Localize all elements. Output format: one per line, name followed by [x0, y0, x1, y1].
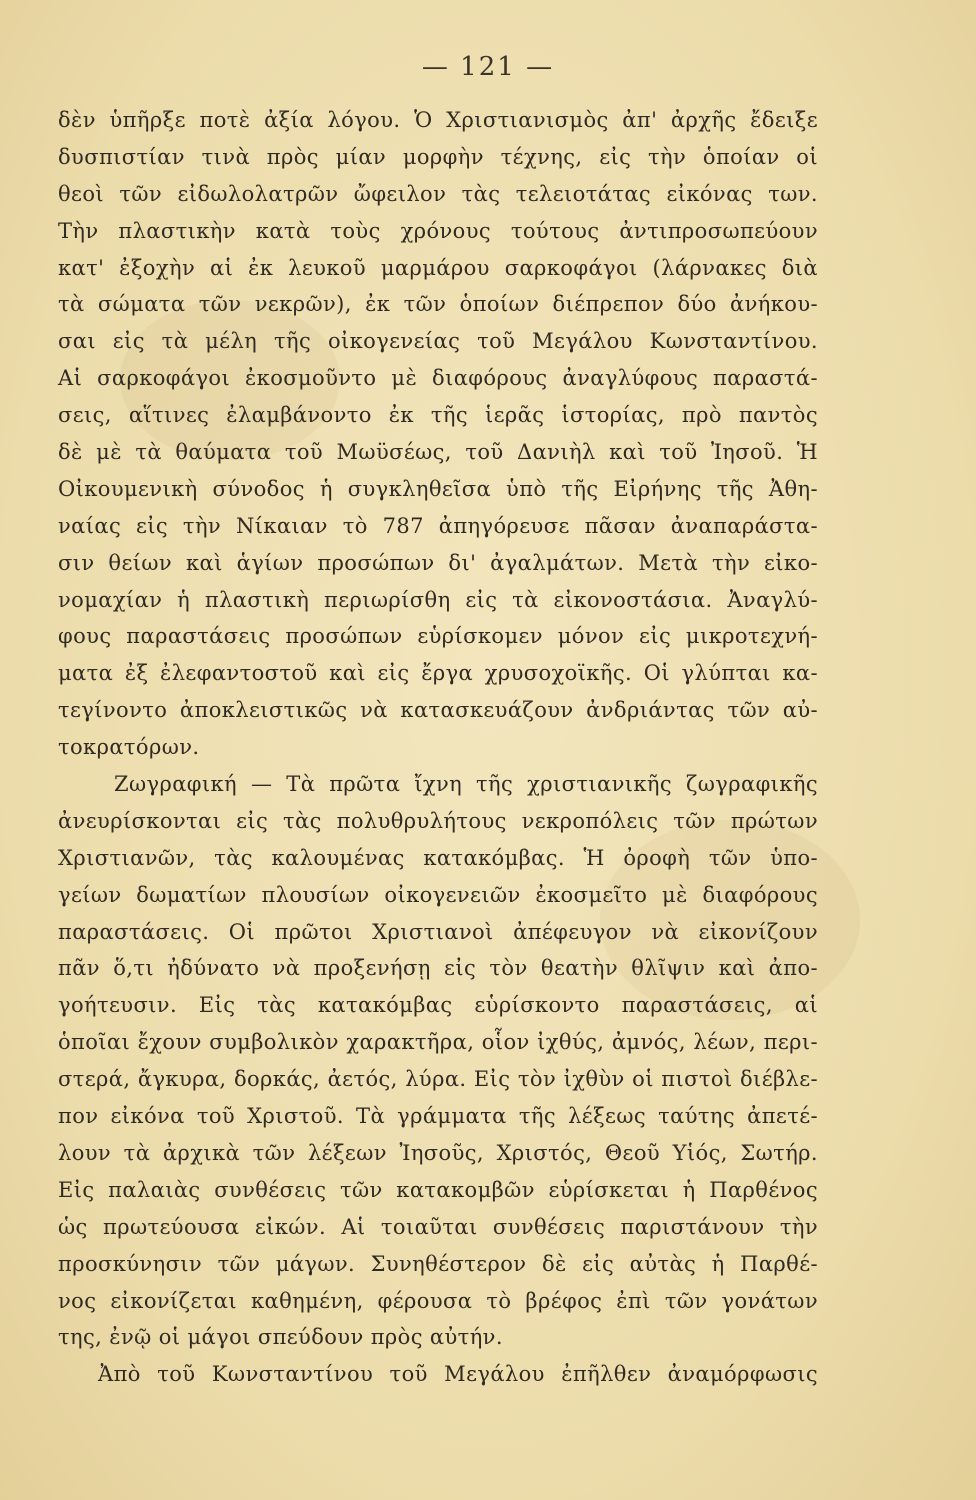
text-line: τοκρατόρων.	[58, 735, 200, 760]
text-line: γοήτευσιν. Εἰς τὰς κατακόμβας εὑρίσκοντο παραστάσεις, αἱ	[58, 993, 818, 1018]
text-line: της, ἐνῷ οἱ μάγοι σπεύδουν πρὸς αὐτήν.	[58, 1325, 503, 1350]
text-line: γείων δωματίων πλουσίων οἰκογενειῶν ἐκοσμεῖτο μὲ διαφόρους	[58, 882, 818, 907]
text-line: θεοὶ τῶν εἰδωλολατρῶν ὤφειλον τὰς τελειοτάτας εἰκόνας των.	[58, 181, 818, 206]
text-line: στερά, ἄγκυρα, δορκάς, ἀετός, λύρα. Εἰς τὸν ἰχθὺν οἱ πιστοὶ διέβλε-	[58, 1067, 818, 1092]
text-line: φους παραστάσεις προσώπων εὑρίσκομεν μόνον εἰς μικροτεχνή-	[58, 624, 818, 649]
text-line: σιν θείων καὶ ἁγίων προσώπων δι' ἀγαλμάτων. Μετὰ τὴν εἰκο-	[58, 550, 818, 575]
text-line: ματα ἐξ ἐλεφαντοστοῦ καὶ εἰς ἔργα χρυσοχοϊκῆς. Οἱ γλύπται κα-	[58, 661, 818, 686]
text-line: ὡς πρωτεύουσα εἰκών. Αἱ τοιαῦται συνθέσεις παριστάνουν τὴν	[58, 1214, 818, 1239]
text-line: λουν τὰ ἀρχικὰ τῶν λέξεων Ἰησοῦς, Χριστός, Θεοῦ Υἱός, Σωτήρ.	[58, 1140, 818, 1165]
text-line: Αἱ σαρκοφάγοι ἐκοσμοῦντο μὲ διαφόρους ἀναγλύφους παραστά-	[58, 366, 818, 391]
text-line: νος εἰκονίζεται καθημένη, φέρουσα τὸ βρέφος ἐπὶ τῶν γονάτων	[58, 1288, 818, 1313]
text-line: Ἀπὸ τοῦ Κωνσταντίνου τοῦ Μεγάλου ἐπῆλθεν ἀναμόρφωσις	[98, 1362, 818, 1387]
text-line: δυσπιστίαν τινὰ πρὸς μίαν μορφὴν τέχνης, εἰς τὴν ὁποίαν οἱ	[58, 144, 818, 169]
text-line: δὲ μὲ τὰ θαύματα τοῦ Μωϋσέως, τοῦ Δανιὴλ καὶ τοῦ Ἰησοῦ. Ἡ	[58, 440, 818, 465]
text-line: παραστάσεις. Οἱ πρῶτοι Χριστιανοὶ ἀπέφευγον νὰ εἰκονίζουν	[58, 919, 818, 944]
text-line: ναίας εἰς τὴν Νίκαιαν τὸ 787 ἀπηγόρευσε πᾶσαν ἀναπαράστα-	[58, 513, 818, 538]
text-line: δὲν ὑπῆρξε ποτὲ ἀξία λόγου. Ὁ Χριστιανισμὸς ἀπ' ἀρχῆς ἔδειξε	[58, 108, 818, 132]
text-line: Οἰκουμενικὴ σύνοδος ἡ συγκληθεῖσα ὑπὸ τῆς Εἰρήνης τῆς Ἀθη-	[58, 476, 818, 501]
text-line: κατ' ἐξοχὴν αἱ ἐκ λευκοῦ μαρμάρου σαρκοφάγοι (λάρνακες διὰ	[58, 255, 818, 280]
text-line: Εἰς παλαιὰς συνθέσεις τῶν κατακομβῶν εὑρίσκεται ἡ Παρθένος	[58, 1177, 818, 1202]
body-text	[58, 102, 818, 1393]
text-line: σεις, αἵτινες ἐλαμβάνοντο ἐκ τῆς ἱερᾶς ἱστορίας, πρὸ παντὸς	[58, 403, 818, 428]
text-line: Χριστιανῶν, τὰς καλουμένας κατακόμβας. Ἡ ὀροφὴ τῶν ὑπο-	[58, 845, 818, 870]
text-line: ἀνευρίσκονται εἰς τὰς πολυθρυλήτους νεκροπόλεις τῶν πρώτων	[58, 808, 818, 833]
text-line: σαι εἰς τὰ μέλη τῆς οἰκογενείας τοῦ Μεγάλου Κωνσταντίνου.	[58, 329, 818, 354]
text-line: ὁποῖαι ἔχουν συμβολικὸν χαρακτῆρα, οἷον ἰχθύς, ἀμνός, λέων, περι-	[58, 1030, 818, 1055]
text-line: τὰ σώματα τῶν νεκρῶν), ἐκ τῶν ὁποίων διέπρεπον δύο ἀνήκου-	[58, 292, 818, 317]
text-line: προσκύνησιν τῶν μάγων. Συνηθέστερον δὲ εἰς αὐτὰς ἡ Παρθέ-	[58, 1251, 818, 1276]
page-number: — 121 —	[421, 52, 555, 82]
text-line: πᾶν ὅ,τι ἠδύνατο νὰ προξενήσῃ εἰς τὸν θεατὴν θλῖψιν καὶ ἀπο-	[58, 956, 818, 981]
text-line: τεγίνοντο ἀποκλειστικῶς νὰ κατασκευάζουν ἀνδριάντας τῶν αὐ-	[58, 698, 818, 723]
text-line: Τὴν πλαστικὴν κατὰ τοὺς χρόνους τούτους ἀντιπροσωπεύουν	[58, 218, 818, 243]
text-line: πον εἰκόνα τοῦ Χριστοῦ. Τὰ γράμματα τῆς λέξεως ταύτης ἀπετέ-	[58, 1104, 818, 1129]
text-line: νομαχίαν ἡ πλαστικὴ περιωρίσθη εἰς τὰ εἰκονοστάσια. Ἀναγλύ-	[58, 587, 818, 612]
section-heading-line: Ζωγραφική — Τὰ πρῶτα ἴχνη τῆς χριστιανικῆς ζωγραφικῆς	[114, 772, 818, 797]
